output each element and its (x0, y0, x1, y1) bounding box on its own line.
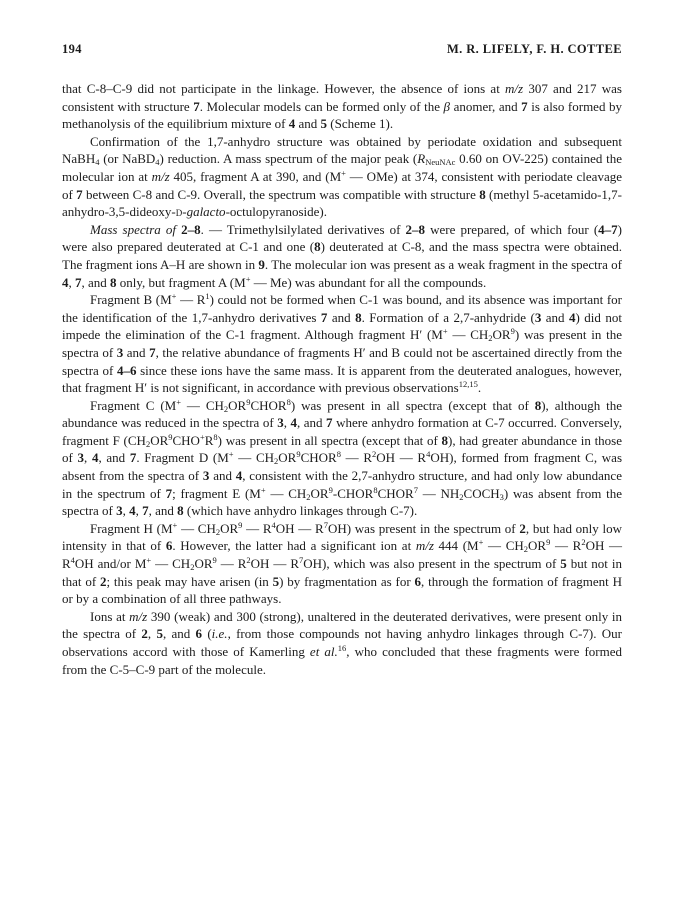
running-head-authors: M. R. LIFELY, F. H. COTTEE (446, 42, 622, 56)
paragraph-ions-390-300: Ions at m/z 390 (weak) and 300 (strong), unaltered in the deuterated derivatives, were present only in the spectra of 2, 5, and 6 (i.e., from those compounds not having anhydro linkages through C-7). Our observations accord with those of Kamerling et al.$^{16}$, who concluded that these fragments were formed from the C-5–C-9 part of the molecule. (62, 608, 622, 677)
paragraph-fragment-c: Fragment C (M+ — $CH_2OR^9CHOR^8$) was present in all spectra (except that of 8), although the abundance was reduced in the spectra of 3, 4, and 7 where anhydro formation at C-7 occurred. Conversely, fragment F $(CH_2OR^9CHO^+R^8)$ was present in all spectra (except that of 8), had greater abundance in those of 3, 4, and 7. Fragment D (M+ — $CH_2OR^9CHOR^8$ — $R^2OH$ — $R^4OH$), formed from fragment C, was absent from the spectra of 3 and 4, consistent with the 2,7-anhydro structure, and had only low abundance in the spectrum of 7; fragment E (M+ — $CH_2OR^9-CHOR^8CHOR^7$ — $NH_2COCH_3$) was absent from the spectra of 3, 4, 7, and 8 (which have anhydro linkages through C-7). (62, 396, 623, 519)
paragraph-fragment-h: Fragment H (M+ — $CH_2OR^9$ — $R^4OH$ — $R^7OH$) was present in the spectrum of 2, but had only low intensity in that of 6. However, the latter had a significant ion at m/z 444 (M+ — $CH_2OR^9$ — $R^2OH$ — $R^4OH$ and/or M+ — $CH_2OR^9$ — $R^2OH$ — $R^7OH$), which was also present in the spectrum of 5 but not in that of 2; this peak may have arisen (in 5) by fragmentation as for 6, through the formation of fragment H or by a combination of all three pathways. (62, 519, 623, 607)
body-text (62, 80, 622, 678)
page-number: 194 (62, 42, 82, 56)
paragraph-mass-spectra: Mass spectra of 2–8. — Trimethylsilylated derivatives of 2–8 were prepared, of which four (4–7) were also prepared deuterated at C-1 and one (8) deuterated at C-8, and the mass spectra were obtained. The fragment ions A–H are shown in 9. The molecular ion was present as a weak fragment in the spectra of 4, 7, and 8 only, but fragment A (M+ — Me) was abundant for all the compounds. (62, 221, 623, 290)
paragraph-periodate-confirmation: Confirmation of the 1,7-anhydro structure was obtained by periodate oxidation and subsequent NaBH$_4$ (or NaBD$_4$) reduction. A mass spectrum of the major peak ($R_{NeuNAc}$ 0.60 on OV-225) contained the molecular ion at m/z 405, fragment A at 390, and (M+ — OMe) at 374, consistent with periodate cleavage of 7 between C-8 and C-9. Overall, the spectrum was compatible with structure 8 (methyl 5-acetamido-1,7-anhydro-3,5-dideoxy-d-galacto-octulopyranoside). (62, 133, 622, 220)
paragraph-fragment-b: Fragment B (M+ — $R^1$) could not be formed when C-1 was bound, and its absence was important for the identification of the 1,7-anhydro derivatives 7 and 8. Formation of a 2,7-anhydride (3 and 4) did not impede the elimination of the C-1 fragment. Although fragment H′ (M+ — $CH_2OR^9$) was present in the spectra of 3 and 7, the relative abundance of fragments H′ and B could not be ascertained directly from the spectra of 4–6 since these ions have the same mass. It is apparent from the deuterated analogues, however, that fragment H′ is not significant, in accordance with previous observations$^{12,15}$. (62, 291, 623, 396)
paragraph-structure-7: that C-8–C-9 did not participate in the linkage. However, the absence of ions at m/z 307 and 217 was consistent with structure 7. Molecular models can be formed only of the β anomer, and 7 is also formed by methanolysis of the equilibrium mixture of 4 and 5 (Scheme 1). (62, 81, 622, 132)
